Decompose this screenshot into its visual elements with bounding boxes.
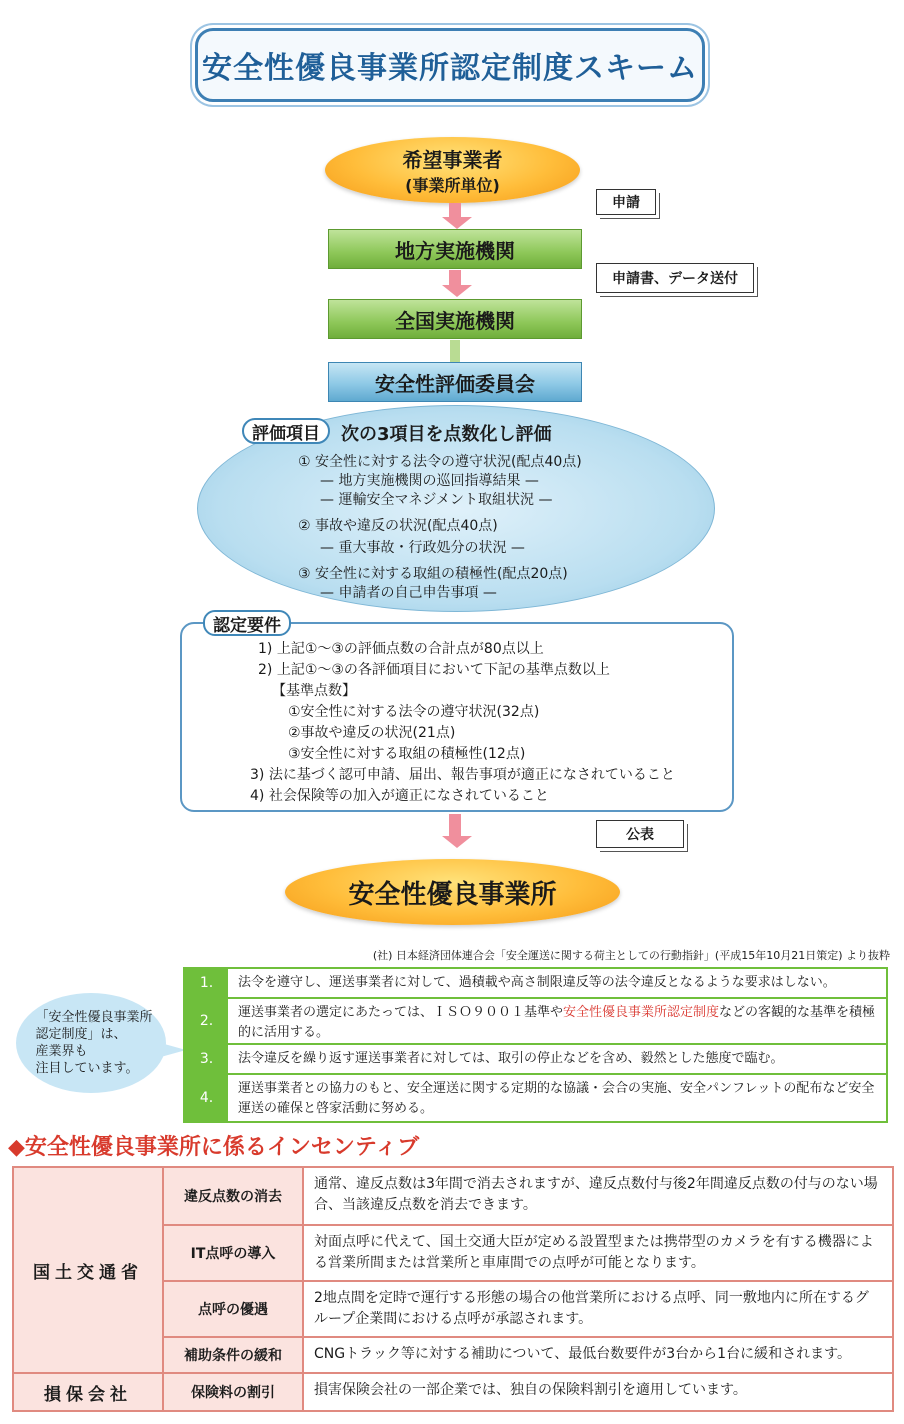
guideline-row bbox=[185, 969, 886, 999]
incentive-description: 損害保険会社の一部企業では、独自の保険料割引を適用しています。 bbox=[314, 1382, 747, 1398]
evaluation-label bbox=[242, 418, 330, 444]
bubble-tail bbox=[150, 1040, 186, 1060]
incentive-category: IT点呼の導入 bbox=[164, 1226, 304, 1280]
incentive-description: 2地点間を定時で運行する形態の場合の他営業所における点呼、同一敷地内に所在するグループ企業間における点呼が承認されます。 bbox=[314, 1290, 869, 1327]
guideline-row bbox=[185, 1045, 886, 1075]
apply-tag bbox=[596, 189, 656, 215]
requirement-subitem: ②事故や違反の状況(21点) bbox=[288, 725, 456, 741]
incentive-org: 国土交通省 bbox=[14, 1168, 164, 1372]
down-arrow-icon bbox=[442, 270, 468, 297]
evaluation-subitem: — 運輸安全マネジメント取組状況 — bbox=[320, 492, 553, 508]
guideline-row bbox=[185, 1075, 886, 1121]
send-data-tag-label: 申請書、データ送付 bbox=[612, 271, 738, 287]
local-org-label: 地方実施機関 bbox=[395, 238, 515, 263]
certified-office-oval bbox=[285, 859, 620, 925]
incentive-row bbox=[164, 1224, 892, 1280]
bubble-line: 注目しています。 bbox=[35, 1061, 139, 1076]
requirement-subitem: ①安全性に対する法令の遵守状況(32点) bbox=[288, 704, 540, 720]
title-plaque bbox=[195, 28, 705, 102]
speech-bubble bbox=[16, 993, 166, 1093]
incentive-category: 保険料の割引 bbox=[164, 1374, 304, 1410]
bubble-line: 認定制度」は、 bbox=[35, 1027, 127, 1042]
incentive-table bbox=[12, 1166, 894, 1412]
bubble-line: 産業界も bbox=[35, 1044, 88, 1059]
evaluation-item: ③ 安全性に対する取組の積極性(配点20点) bbox=[298, 566, 568, 582]
requirement-subheading: 【基準点数】 bbox=[272, 683, 356, 699]
incentive-description: CNGトラック等に対する補助について、最低台数要件が3台から1台に緩和されます。 bbox=[314, 1346, 851, 1362]
applicant-oval bbox=[325, 137, 580, 203]
national-org-box bbox=[328, 299, 582, 339]
evaluation-item: ① 安全性に対する法令の遵守状況(配点40点) bbox=[298, 454, 582, 470]
citation-note: (社) 日本経済団体連合会「安全運送に関する荷主としての行動指針」(平成15年10月21日策定) より抜粋 bbox=[372, 949, 890, 962]
guideline-text-part: 運送事業者の選定にあたっては、ＩＳＯ９００１基準や bbox=[238, 1005, 564, 1020]
publish-tag bbox=[596, 820, 684, 848]
guideline-text: 法令違反を繰り返す運送事業者に対しては、取引の停止などを含め、毅然とした態度で臨む。 bbox=[238, 1051, 784, 1066]
page-title: 安全性優良事業所認定制度スキーム bbox=[202, 51, 698, 86]
guideline-number: 2. bbox=[185, 999, 230, 1043]
national-org-label: 全国実施機関 bbox=[395, 308, 515, 333]
requirements-label-text: 認定要件 bbox=[213, 615, 281, 636]
incentive-row bbox=[164, 1168, 892, 1224]
local-org-box bbox=[328, 229, 582, 269]
guideline-text: 法令を遵守し、運送事業者に対して、過積載や高さ制限違反等の法令違反となるような要求はしない。 bbox=[238, 975, 836, 990]
guideline-text: 運送事業者との協力のもと、安全運送に関する定期的な協議・会合の実施、安全パンフレットの配布など安全運送の確保と啓家活動に努める。 bbox=[238, 1081, 875, 1116]
incentive-description: 対面点呼に代えて、国土交通大臣が定める設置型または携帯型のカメラを有する機器による営業所間または営業所と車庫間での点呼が可能となります。 bbox=[314, 1234, 874, 1271]
evaluation-subitem: — 地方実施機関の巡回指導結果 — bbox=[320, 473, 539, 489]
guideline-text-part: などの客観的な基準を積極的に活用する。 bbox=[238, 1005, 876, 1040]
guideline-highlight: 安全性優良事業所認定制度 bbox=[563, 1005, 720, 1020]
evaluation-subitem: — 申請者の自己申告事項 — bbox=[320, 585, 497, 601]
down-arrow-icon bbox=[442, 203, 468, 229]
incentive-row bbox=[164, 1374, 892, 1410]
send-data-tag bbox=[596, 263, 754, 293]
publish-tag-label: 公表 bbox=[626, 827, 654, 843]
guideline-number: 4. bbox=[185, 1075, 230, 1121]
requirement-item: 4) 社会保険等の加入が適正になされていること bbox=[250, 788, 549, 804]
evaluation-item: ② 事故や違反の状況(配点40点) bbox=[298, 518, 498, 534]
apply-tag-label: 申請 bbox=[612, 195, 640, 211]
applicant-label: 希望事業者 bbox=[402, 148, 503, 172]
guideline-number: 3. bbox=[185, 1045, 230, 1073]
requirements-label bbox=[203, 610, 291, 636]
incentive-group bbox=[14, 1168, 892, 1372]
incentive-heading: ◆安全性優良事業所に係るインセンティブ bbox=[8, 1135, 420, 1160]
committee-label: 安全性評価委員会 bbox=[375, 371, 535, 396]
incentive-row bbox=[164, 1280, 892, 1336]
certified-office-label: 安全性優良事業所 bbox=[348, 879, 557, 910]
committee-box bbox=[328, 362, 582, 402]
guideline-text bbox=[230, 999, 886, 1043]
applicant-sublabel: (事業所単位) bbox=[405, 176, 500, 195]
requirement-subitem: ③安全性に対する取組の積極性(12点) bbox=[288, 746, 526, 762]
incentive-group bbox=[14, 1372, 892, 1410]
guideline-table bbox=[183, 967, 888, 1123]
incentive-description: 通常、違反点数は3年間で消去されますが、違反点数付与後2年間違反点数の付与のない場合、当該違反点数を消去できます。 bbox=[314, 1176, 878, 1213]
bubble-line: 「安全性優良事業所 bbox=[35, 1010, 153, 1025]
incentive-org: 損保会社 bbox=[14, 1374, 164, 1410]
guideline-row bbox=[185, 999, 886, 1045]
down-arrow-icon bbox=[442, 814, 468, 848]
incentive-category: 補助条件の緩和 bbox=[164, 1338, 304, 1372]
requirement-item: 1) 上記①～③の評価点数の合計点が80点以上 bbox=[258, 641, 544, 657]
incentive-category: 点呼の優遇 bbox=[164, 1282, 304, 1336]
incentive-category: 違反点数の消去 bbox=[164, 1168, 304, 1224]
evaluation-subitem: — 重大事故・行政処分の状況 — bbox=[320, 540, 525, 556]
requirement-item: 3) 法に基づく認可申請、届出、報告事項が適正になされていること bbox=[250, 767, 675, 783]
requirement-item: 2) 上記①～③の各評価項目において下記の基準点数以上 bbox=[258, 662, 610, 678]
evaluation-heading: 次の3項目を点数化し評価 bbox=[341, 424, 552, 445]
incentive-row bbox=[164, 1336, 892, 1372]
connector-line bbox=[450, 340, 460, 362]
evaluation-label-text: 評価項目 bbox=[252, 423, 320, 444]
guideline-number: 1. bbox=[185, 969, 230, 997]
